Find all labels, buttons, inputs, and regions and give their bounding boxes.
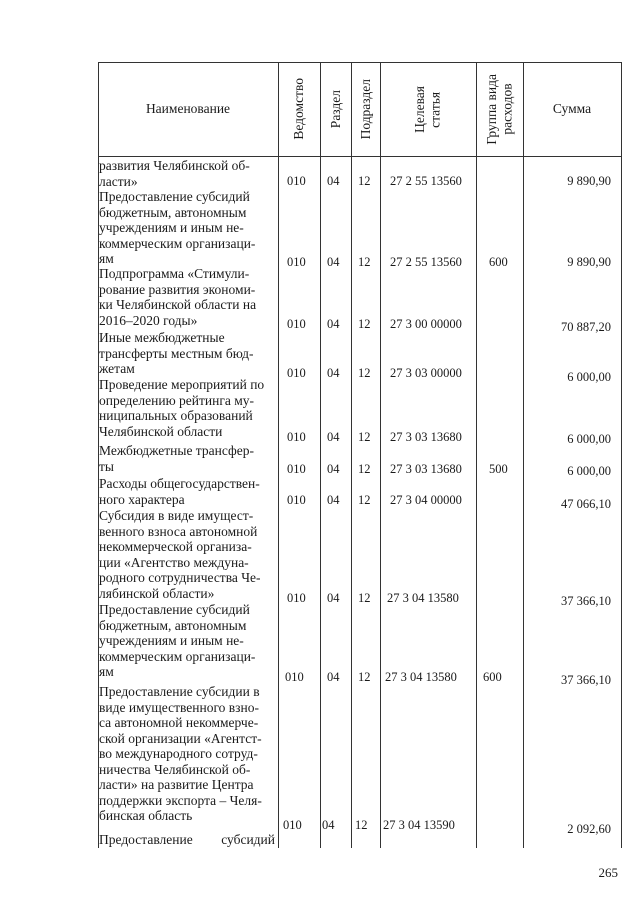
header-department-label: Ведомство	[291, 78, 307, 140]
row-amount: 2 092,60	[567, 822, 611, 836]
row-amount: 70 887,20	[561, 320, 611, 334]
row-subsection: 12	[358, 174, 371, 188]
row-target-article: 27 3 04 13580	[387, 591, 459, 605]
row-name-line: ниципальных образований	[99, 408, 253, 423]
row-amount: 37 366,10	[561, 673, 611, 687]
row-name	[99, 684, 275, 824]
row-department: 010	[287, 255, 306, 269]
header-amount-label: Сумма	[552, 101, 592, 116]
row-name-line: некоммерческой организа-	[99, 539, 252, 554]
row-target-article: 27 3 04 00000	[390, 493, 462, 507]
row-amount: 6 000,00	[567, 432, 611, 446]
row-name-line: ласти»	[99, 173, 138, 189]
header-amount	[523, 62, 621, 156]
header-expense-group-line: Группа вида	[483, 73, 499, 145]
row-subsection: 12	[358, 430, 371, 444]
row-name-line: 2016–2020 годы»	[99, 312, 198, 328]
row-name-line: Межбюджетные трансфер-	[99, 443, 254, 458]
row-name-line: Предоставление субсидии в	[99, 684, 260, 699]
header-name	[98, 62, 278, 156]
row-name-line: бюджетным, автономным	[99, 204, 247, 220]
row-name-line: рование развития экономи-	[99, 281, 256, 297]
row-name-line: Расходы общегосударствен-	[99, 476, 260, 491]
column-border	[351, 62, 352, 848]
row-amount: 6 000,00	[567, 464, 611, 478]
row-department: 010	[287, 174, 306, 188]
header-name-label: Наименование	[145, 101, 231, 116]
row-name-line: Подпрограмма «Стимули-	[99, 266, 250, 281]
row-name-line: Субсидия в виде имущест-	[99, 508, 254, 523]
row-name-line: Предоставление субсидий	[99, 832, 275, 847]
row-amount: 9 890,90	[567, 255, 611, 269]
row-target-article: 27 3 03 13680	[390, 462, 462, 476]
header-subsection	[351, 62, 380, 156]
row-target-article: 27 3 00 00000	[390, 317, 462, 331]
row-name-line: поддержки экспорта – Челя-	[99, 792, 262, 808]
header-target-article-line: статья	[428, 91, 443, 127]
row-department: 010	[287, 317, 306, 331]
row-name	[99, 189, 275, 267]
header-subsection-label: Подраздел	[357, 78, 373, 140]
row-name-line: Предоставление субсидий	[99, 189, 250, 204]
row-section: 04	[327, 462, 340, 476]
row-name-line: бинская область	[99, 808, 193, 823]
row-subsection: 12	[355, 818, 368, 832]
row-section: 04	[322, 818, 335, 832]
row-section: 04	[327, 430, 340, 444]
row-amount: 6 000,00	[567, 370, 611, 384]
row-section: 04	[327, 174, 340, 188]
row-expense-group: 600	[483, 670, 502, 684]
row-department: 010	[283, 818, 302, 832]
row-name-line: ки Челябинской области на	[99, 297, 257, 312]
header-bottom-border	[98, 156, 621, 157]
row-name-line: са автономной некоммерче-	[99, 715, 259, 730]
row-target-article: 27 3 03 13680	[390, 430, 462, 444]
row-name-line: учреждениям и иным не-	[99, 220, 244, 235]
row-expense-group: 600	[489, 255, 508, 269]
row-name	[99, 158, 275, 189]
header-target-article	[380, 62, 476, 156]
row-section: 04	[327, 366, 340, 380]
header-section-label: Раздел	[327, 89, 343, 129]
row-name-line: определению рейтинга му-	[99, 392, 255, 408]
row-name-line: ской организации «Агентст-	[99, 730, 262, 746]
row-target-article: 27 2 55 13560	[390, 174, 462, 188]
header-expense-group-line: расходов	[499, 83, 515, 135]
row-name-line: ты	[99, 458, 114, 474]
row-subsection: 12	[358, 366, 371, 380]
row-name	[99, 508, 275, 601]
row-department: 010	[285, 670, 304, 684]
header-department	[278, 62, 320, 156]
row-name-line: учреждениям и иным не-	[99, 633, 244, 648]
row-subsection: 12	[358, 493, 371, 507]
row-amount: 9 890,90	[567, 174, 611, 188]
row-name-line: родного сотрудничества Че-	[99, 570, 261, 585]
row-department: 010	[287, 430, 306, 444]
row-section: 04	[327, 493, 340, 507]
row-name-line: лябинской области»	[99, 585, 215, 601]
row-target-article: 27 3 04 13590	[383, 818, 455, 832]
row-name-line: коммерческим организаци-	[99, 235, 256, 251]
column-border	[523, 62, 524, 848]
row-name	[99, 832, 275, 848]
row-department: 010	[287, 493, 306, 507]
row-department: 010	[287, 366, 306, 380]
row-target-article: 27 2 55 13560	[390, 255, 462, 269]
row-section: 04	[327, 255, 340, 269]
row-name	[99, 443, 275, 474]
row-name-line: коммерческим организаци-	[99, 648, 256, 664]
row-name-line: развития Челябинской об-	[99, 158, 250, 173]
header-target-article-label	[412, 86, 443, 133]
row-name-line: во международного сотруд-	[99, 746, 258, 761]
row-section: 04	[327, 317, 340, 331]
row-target-article: 27 3 03 00000	[390, 366, 462, 380]
row-name-line: ции «Агентство междуна-	[99, 554, 249, 570]
row-target-article: 27 3 04 13580	[385, 670, 457, 684]
row-name	[99, 266, 275, 328]
row-name-line: ям	[99, 664, 114, 679]
column-border	[380, 62, 381, 848]
row-name-line: ласти» на развитие Центра	[99, 777, 254, 792]
header-expense-group	[476, 62, 523, 156]
row-name-line: ям	[99, 251, 114, 266]
row-name-line: Челябинской области	[99, 423, 223, 439]
row-subsection: 12	[358, 591, 371, 605]
row-section: 04	[327, 591, 340, 605]
row-department: 010	[287, 462, 306, 476]
row-name-line: Проведение мероприятий по	[99, 377, 265, 392]
row-name-line: Предоставление субсидий	[99, 602, 250, 617]
row-subsection: 12	[358, 670, 371, 684]
row-amount: 47 066,10	[561, 497, 611, 511]
column-border	[621, 62, 622, 848]
row-amount: 37 366,10	[561, 594, 611, 608]
row-section: 04	[327, 670, 340, 684]
row-expense-group: 500	[489, 462, 508, 476]
row-subsection: 12	[358, 317, 371, 331]
row-name	[99, 602, 275, 680]
row-name-line: ного характера	[99, 491, 185, 507]
page-number: 265	[598, 865, 618, 880]
column-border	[320, 62, 321, 848]
row-name-line: виде имущественного взно-	[99, 699, 259, 715]
header-expense-group-label	[484, 74, 515, 145]
row-name-line: Иные межбюджетные	[99, 330, 225, 345]
header-section	[320, 62, 351, 156]
header-target-article-line: Целевая	[412, 85, 428, 133]
row-name-line: трансферты местным бюд-	[99, 345, 254, 361]
column-border	[476, 62, 477, 848]
row-name	[99, 476, 275, 507]
column-border	[278, 62, 279, 848]
row-subsection: 12	[358, 462, 371, 476]
row-department: 010	[287, 591, 306, 605]
row-name-line: бюджетным, автономным	[99, 617, 247, 633]
row-name-line: венного взноса автономной	[99, 523, 258, 539]
row-subsection: 12	[358, 255, 371, 269]
row-name-line: ничества Челябинской об-	[99, 761, 251, 777]
row-name-line: жетам	[99, 361, 135, 376]
row-name	[99, 377, 275, 439]
row-name	[99, 330, 275, 377]
